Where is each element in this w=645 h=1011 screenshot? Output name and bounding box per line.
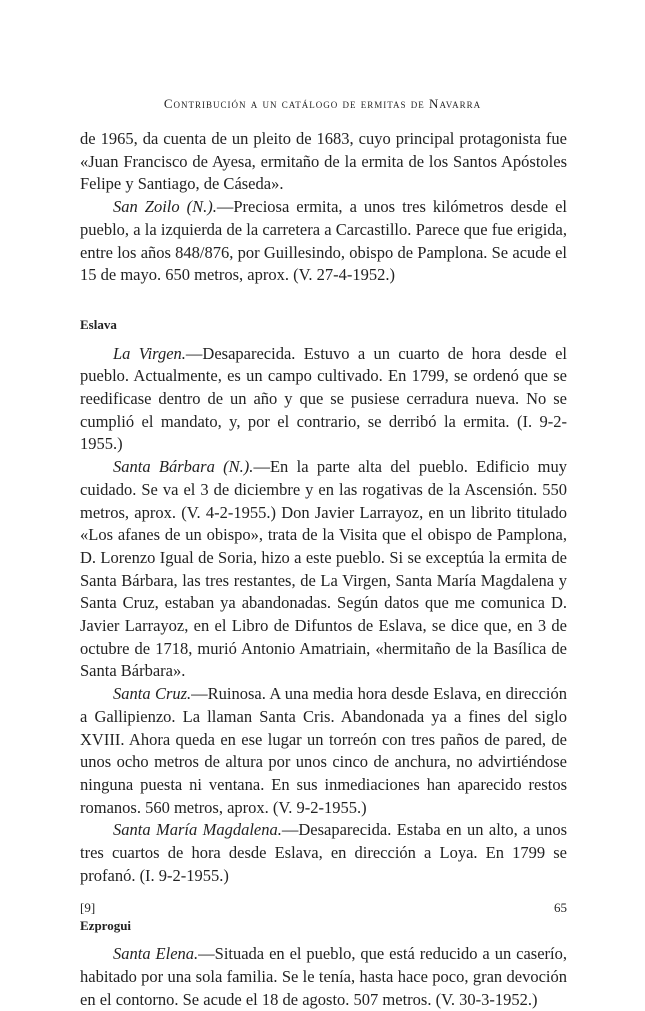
entry-santa-barbara (80, 456, 567, 683)
entry-text: —En la parte alta del pueblo. Edificio muy cuidado. Se va el 3 de diciembre y en las rogativas de la Ascensión. 550 metros, aprox. (V. 4-2-1955.) Don Javier Larrayoz, en un librito titulado «Los afanes de un obispo», trata de la Visita que el obispo de Pamplona, D. Lorenzo Igual de Soria, hizo a este pueblo. Si se exceptúa la ermita de Santa Bárbara, las tres restantes, de La Virgen, Santa María Magdalena y Santa Cruz, estaban ya abandonadas. Según datos que me comunica D. Javier Larrayoz, en el Libro de Difuntos de Eslava, se dice que, en 3 de octubre de 1718, murió Antonio Amatriain, «hermitaño de la Basílica de Santa Bárbara». (80, 457, 568, 681)
entry-text: —Situada en el pueblo, que está reducido a un caserío, habitado por una sola familia. Se le tenía, hasta hace poco, gran devoción en el contorno. Se acude el 18 de agosto. 507 metros. (V. 30-3-1952.) (80, 944, 567, 1009)
paragraph-continuation: de 1965, da cuenta de un pleito de 1683, cuyo principal protagonista fue «Juan Francisco de Ayesa, ermitaño de la ermita de los Santos Apóstoles Felipe y Santiago, de Cáseda». (80, 129, 567, 194)
entry-santa-maria-magdalena (80, 819, 567, 887)
entry-title: La Virgen. (113, 343, 186, 363)
entry-text: —Desaparecida. Estaba en un alto, a unos tres cuartos de hora desde Eslava, en dirección a Loya. En 1799 se profanó. (I. 9-2-1955.) (80, 820, 567, 885)
entry-santa-cruz (80, 683, 567, 819)
entry-title: Santa Cruz. (113, 684, 192, 704)
entry-text: —Preciosa ermita, a unos tres kilómetros desde el pueblo, a la izquierda de la carretera a Carcastillo. Parece que fue erigida, entre los años 848/876, por Guillesindo, obispo de Pamplona. Se acude el 15 de mayo. 650 metros, aprox. (V. 27-4-1952.) (80, 197, 567, 285)
entry-san-zoilo (80, 196, 567, 287)
section-heading-eslava: Eslava (80, 316, 117, 332)
entry-title: Santa Elena. (113, 944, 199, 964)
signature-mark: [9] (80, 900, 96, 915)
entry-text: —Desaparecida. Estuvo a un cuarto de hora desde el pueblo. Actualmente, es un campo cultivado. En 1799, se ordenó que se reedificase dentro de un año y que se pusiese cerradura nueva. No se cumplió el mandato, y, por el contrario, se derribó la ermita. (I. 9-2-1955.) (80, 343, 568, 454)
entry-text: —Ruinosa. A una media hora desde Eslava, en dirección a Gallipienzo. La llaman Santa Cris. Abandonada ya a fines del siglo XVIII. Ahora queda en ese lugar un torreón con tres paños de pared, de unos ocho metros de altura por unos cinco de anchura, no advirtiéndose ninguna puesta ni ventana. En sus inmediaciones han aparecido restos romanos. 560 metros, aprox. (V. 9-2-1955.) (80, 684, 567, 817)
entry-la-virgen (80, 343, 567, 457)
page-body (80, 128, 567, 1011)
page-number: 65 (554, 900, 567, 915)
running-header: Contribución a un catálogo de ermitas de Navarra (163, 96, 482, 111)
entry-santa-elena (80, 943, 567, 1011)
entry-title: Santa Bárbara (N.). (113, 457, 254, 477)
entry-title: Santa María Magdalena. (113, 820, 282, 840)
page-footer (80, 900, 567, 916)
section-heading-ezprogui: Ezprogui (80, 917, 132, 933)
entry-title: San Zoilo (N.). (113, 197, 217, 217)
